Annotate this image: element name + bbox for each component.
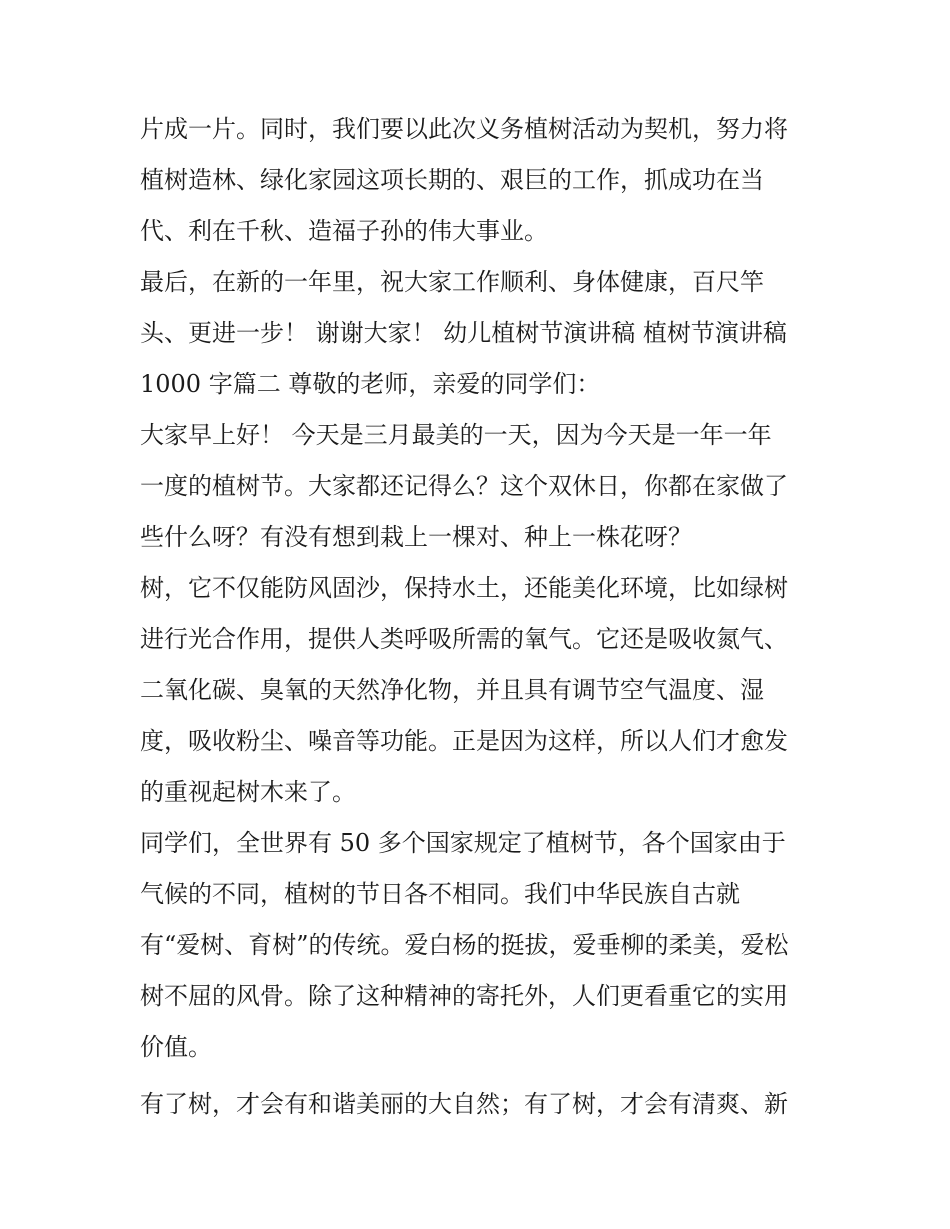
text-line-17: 有“爱树、育树”的传统。爱白杨的挺拔，爱垂柳的柔美，爱松: [140, 931, 789, 959]
text-line-4: 最后，在新的一年里，祝大家工作顺利、身体健康，百尺竿: [140, 268, 764, 296]
text-line-2: 植树造林、绿化家园这项长期的、艰巨的工作，抓成功在当: [140, 166, 764, 194]
text-line-8: 一度的植树节。大家都还记得么？这个双休日，你都在家做了: [140, 472, 788, 500]
text-line-7: 大家早上好！ 今天是三月最美的一天，因为今天是一年一年: [140, 421, 772, 449]
text-line-19: 价值。: [140, 1033, 212, 1061]
text-line-10: 树，它不仅能防风固沙，保持水土，还能美化环境，比如绿树: [140, 574, 788, 602]
document-body: [140, 104, 820, 1130]
text-line-6: 1000 字篇二 尊敬的老师，亲爱的同学们：: [140, 370, 601, 398]
text-line-9: 些什么呀？有没有想到栽上一棵对、种上一株花呀？: [140, 523, 692, 551]
text-line-11: 进行光合作用，提供人类呼吸所需的氧气。它还是吸收氮气、: [140, 625, 788, 653]
text-line-5: 头、更进一步！ 谢谢大家！ 幼儿植树节演讲稿 植树节演讲稿: [140, 319, 787, 347]
text-line-14: 的重视起树木来了。: [140, 778, 356, 806]
text-line-16: 气候的不同，植树的节日各不相同。我们中华民族自古就: [140, 880, 740, 908]
text-line-12: 二氧化碳、臭氧的天然净化物，并且具有调节空气温度、湿: [140, 676, 764, 704]
text-line-13: 度，吸收粉尘、噪音等功能。正是因为这样，所以人们才愈发: [140, 727, 788, 755]
text-line-20: 有了树，才会有和谐美丽的大自然；有了树，才会有清爽、新: [140, 1090, 788, 1118]
text-line-15: 同学们，全世界有 50 多个国家规定了植树节，各个国家由于: [140, 829, 786, 857]
text-line-18: 树不屈的风骨。除了这种精神的寄托外，人们更看重它的实用: [140, 982, 788, 1010]
text-line-3: 代、利在千秋、造福子孙的伟大事业。: [140, 217, 548, 245]
text-line-1: 片成一片。同时，我们要以此次义务植树活动为契机，努力将: [140, 115, 788, 143]
